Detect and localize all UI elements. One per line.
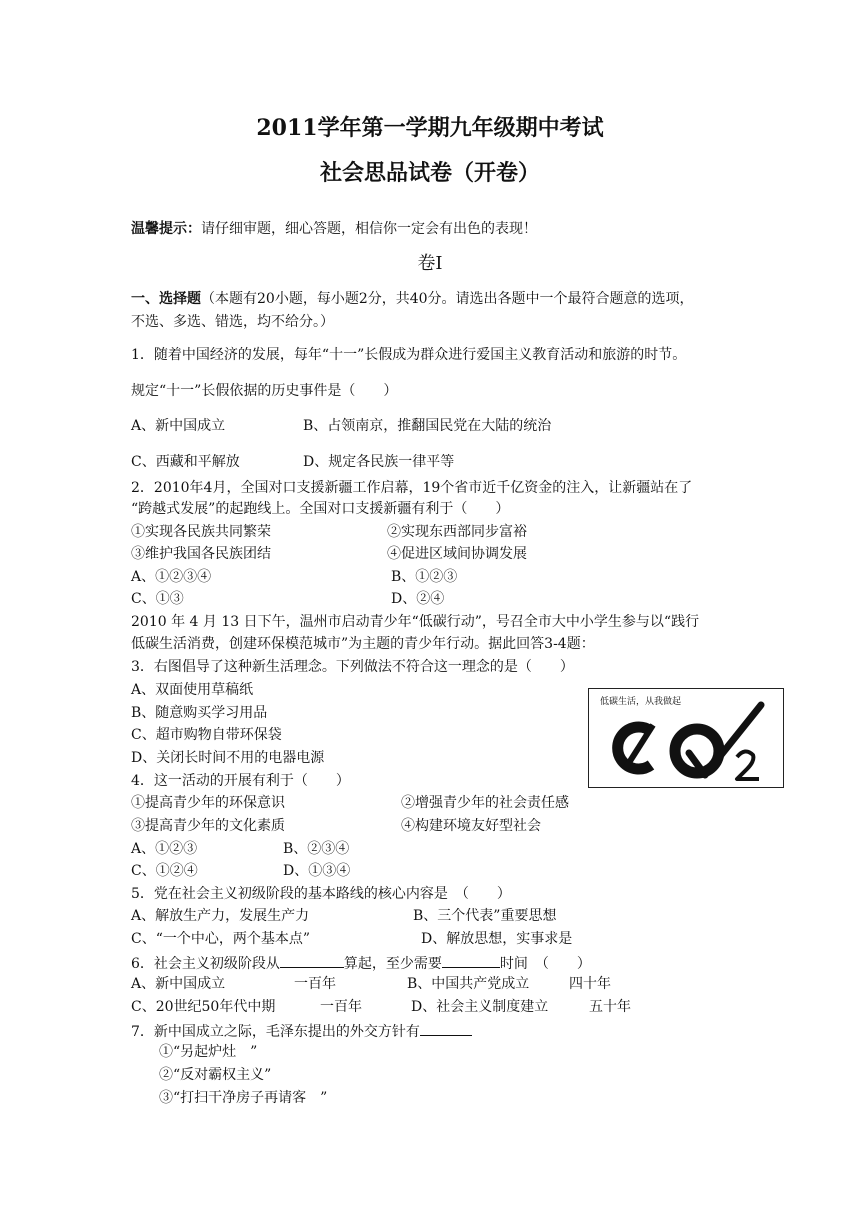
co2-logo-icon [589, 689, 783, 787]
q6-option-a-event: A、新中国成立 [131, 976, 226, 992]
q5-option-d: D、解放思想，实事求是 [421, 931, 573, 947]
q2-item-4: ④促进区域间协调发展 [387, 546, 527, 562]
q3-option-b: B、随意购买学习用品 [131, 705, 268, 721]
q2-option-a: A、①②③④ [131, 569, 212, 585]
q4-item-4: ④构建环境友好型社会 [401, 818, 541, 834]
q5-option-a: A、解放生产力，发展生产力 [131, 908, 310, 924]
q4-option-d: D、①③④ [283, 863, 351, 879]
q4-option-a: A、①②③ [131, 841, 198, 857]
q6-option-c-period: 一百年 [320, 999, 362, 1015]
q1-option-a: A、新中国成立 [131, 418, 226, 434]
figure-caption: 低碳生活，从我做起 [600, 697, 682, 707]
q2-stem-line1: 2．2010年4月，全国对口支援新疆工作启幕，19个省市近千亿资金的注入，让新疆站在了 [131, 480, 693, 496]
q7-item-2: ②“反对霸权主义” [159, 1067, 272, 1083]
q2-item-3: ③维护我国各民族团结 [131, 546, 271, 562]
q6-option-b-event: B、中国共产党成立 [407, 976, 530, 992]
q3-option-d: D、关闭长时间不用的电器电源 [131, 750, 325, 766]
q4-item-3: ③提高青少年的文化素质 [131, 818, 285, 834]
q6-blank-1 [280, 952, 344, 968]
q2-item-1: ①实现各民族共同繁荣 [131, 524, 271, 540]
q4-option-c: C、①②④ [131, 863, 198, 879]
q5-option-b: B、三个代表”重要思想 [413, 908, 557, 924]
q1-stem-line1: 1．随着中国经济的发展，每年“十一”长假成为群众进行爱国主义教育活动和旅游的时节。 [131, 347, 687, 363]
q5-option-c: C、“一个中心，两个基本点” [131, 931, 311, 947]
q1-option-b: B、占领南京，推翻国民党在大陆的统治 [303, 418, 552, 434]
q3-option-a: A、双面使用草稿纸 [131, 682, 254, 698]
exam-subtitle: 社会思品试卷（开卷） [319, 160, 540, 186]
q2-option-d: D、②④ [391, 591, 445, 607]
low-carbon-co2-figure [588, 688, 784, 788]
q1-option-d: D、规定各民族一律平等 [303, 454, 455, 470]
q6-stem: 6．社会主义初级阶段从 算起，至少需要 时间 （ ） [131, 952, 591, 974]
q2-item-2: ②实现东西部同步富裕 [387, 524, 527, 540]
intro-line2: 低碳生活消费，创建环保模范城市”为主题的青少年行动。据此回答3-4题： [131, 636, 595, 652]
q3-stem: 3．右图倡导了这种新生活理念。下列做法不符合这一理念的是（ ） [131, 659, 574, 675]
q7-item-3: ③“打扫干净房子再请客 ” [159, 1090, 328, 1106]
q6-option-a-period: 一百年 [294, 976, 336, 992]
q6-option-d-period: 五十年 [589, 999, 631, 1015]
part-label: 一、选择题 [131, 291, 201, 307]
q1-stem-line2: 规定“十一”长假依据的历史事件是（ ） [131, 383, 398, 399]
part-instructions-line2: 不选、多选、错选，均不给分。） [131, 314, 334, 330]
q4-option-b: B、②③④ [283, 841, 350, 857]
tip-line [131, 219, 537, 239]
q3-option-c: C、超市购物自带环保袋 [131, 727, 282, 743]
q2-option-c: C、①③ [131, 591, 184, 607]
q4-stem: 4．这一活动的开展有利于（ ） [131, 773, 350, 789]
q4-item-1: ①提高青少年的环保意识 [131, 795, 285, 811]
q2-option-b: B、①②③ [391, 569, 458, 585]
q7-item-1: ①“另起炉灶 ” [159, 1044, 258, 1060]
tip-label: 温馨提示： [131, 221, 201, 237]
q6-blank-2 [442, 952, 500, 968]
q6-option-b-period: 四十年 [569, 976, 611, 992]
q2-stem-line2: “跨越式发展”的起跑线上。全国对口支援新疆有利于（ ） [131, 501, 510, 517]
q6-option-c-event: C、20世纪50年代中期 [131, 999, 276, 1015]
part-instructions-line1: 一、选择题（本题有20小题，每小题2分，共40分。请选出各题中一个最符合题意的选项， [131, 291, 694, 307]
q1-option-c: C、西藏和平解放 [131, 454, 240, 470]
q6-option-d-event: D、社会主义制度建立 [411, 999, 549, 1015]
q7-blank [420, 1020, 472, 1036]
intro-line1: 2010 年 4 月 13 日下午，温州市启动青少年“低碳行动”，号召全市大中小学生参与以“践行 [131, 614, 700, 630]
section-heading: 卷Ⅰ [417, 253, 443, 274]
q4-item-2: ②增强青少年的社会责任感 [401, 795, 569, 811]
tip-text: 请仔细审题，细心答题，相信你一定会有出色的表现！ [201, 221, 537, 237]
q7-stem: 7．新中国成立之际，毛泽东提出的外交方针有 [131, 1020, 472, 1042]
q5-stem: 5．党在社会主义初级阶段的基本路线的核心内容是 （ ） [131, 886, 511, 902]
exam-title: 2011学年第一学期九年级期中考试 [256, 115, 604, 141]
